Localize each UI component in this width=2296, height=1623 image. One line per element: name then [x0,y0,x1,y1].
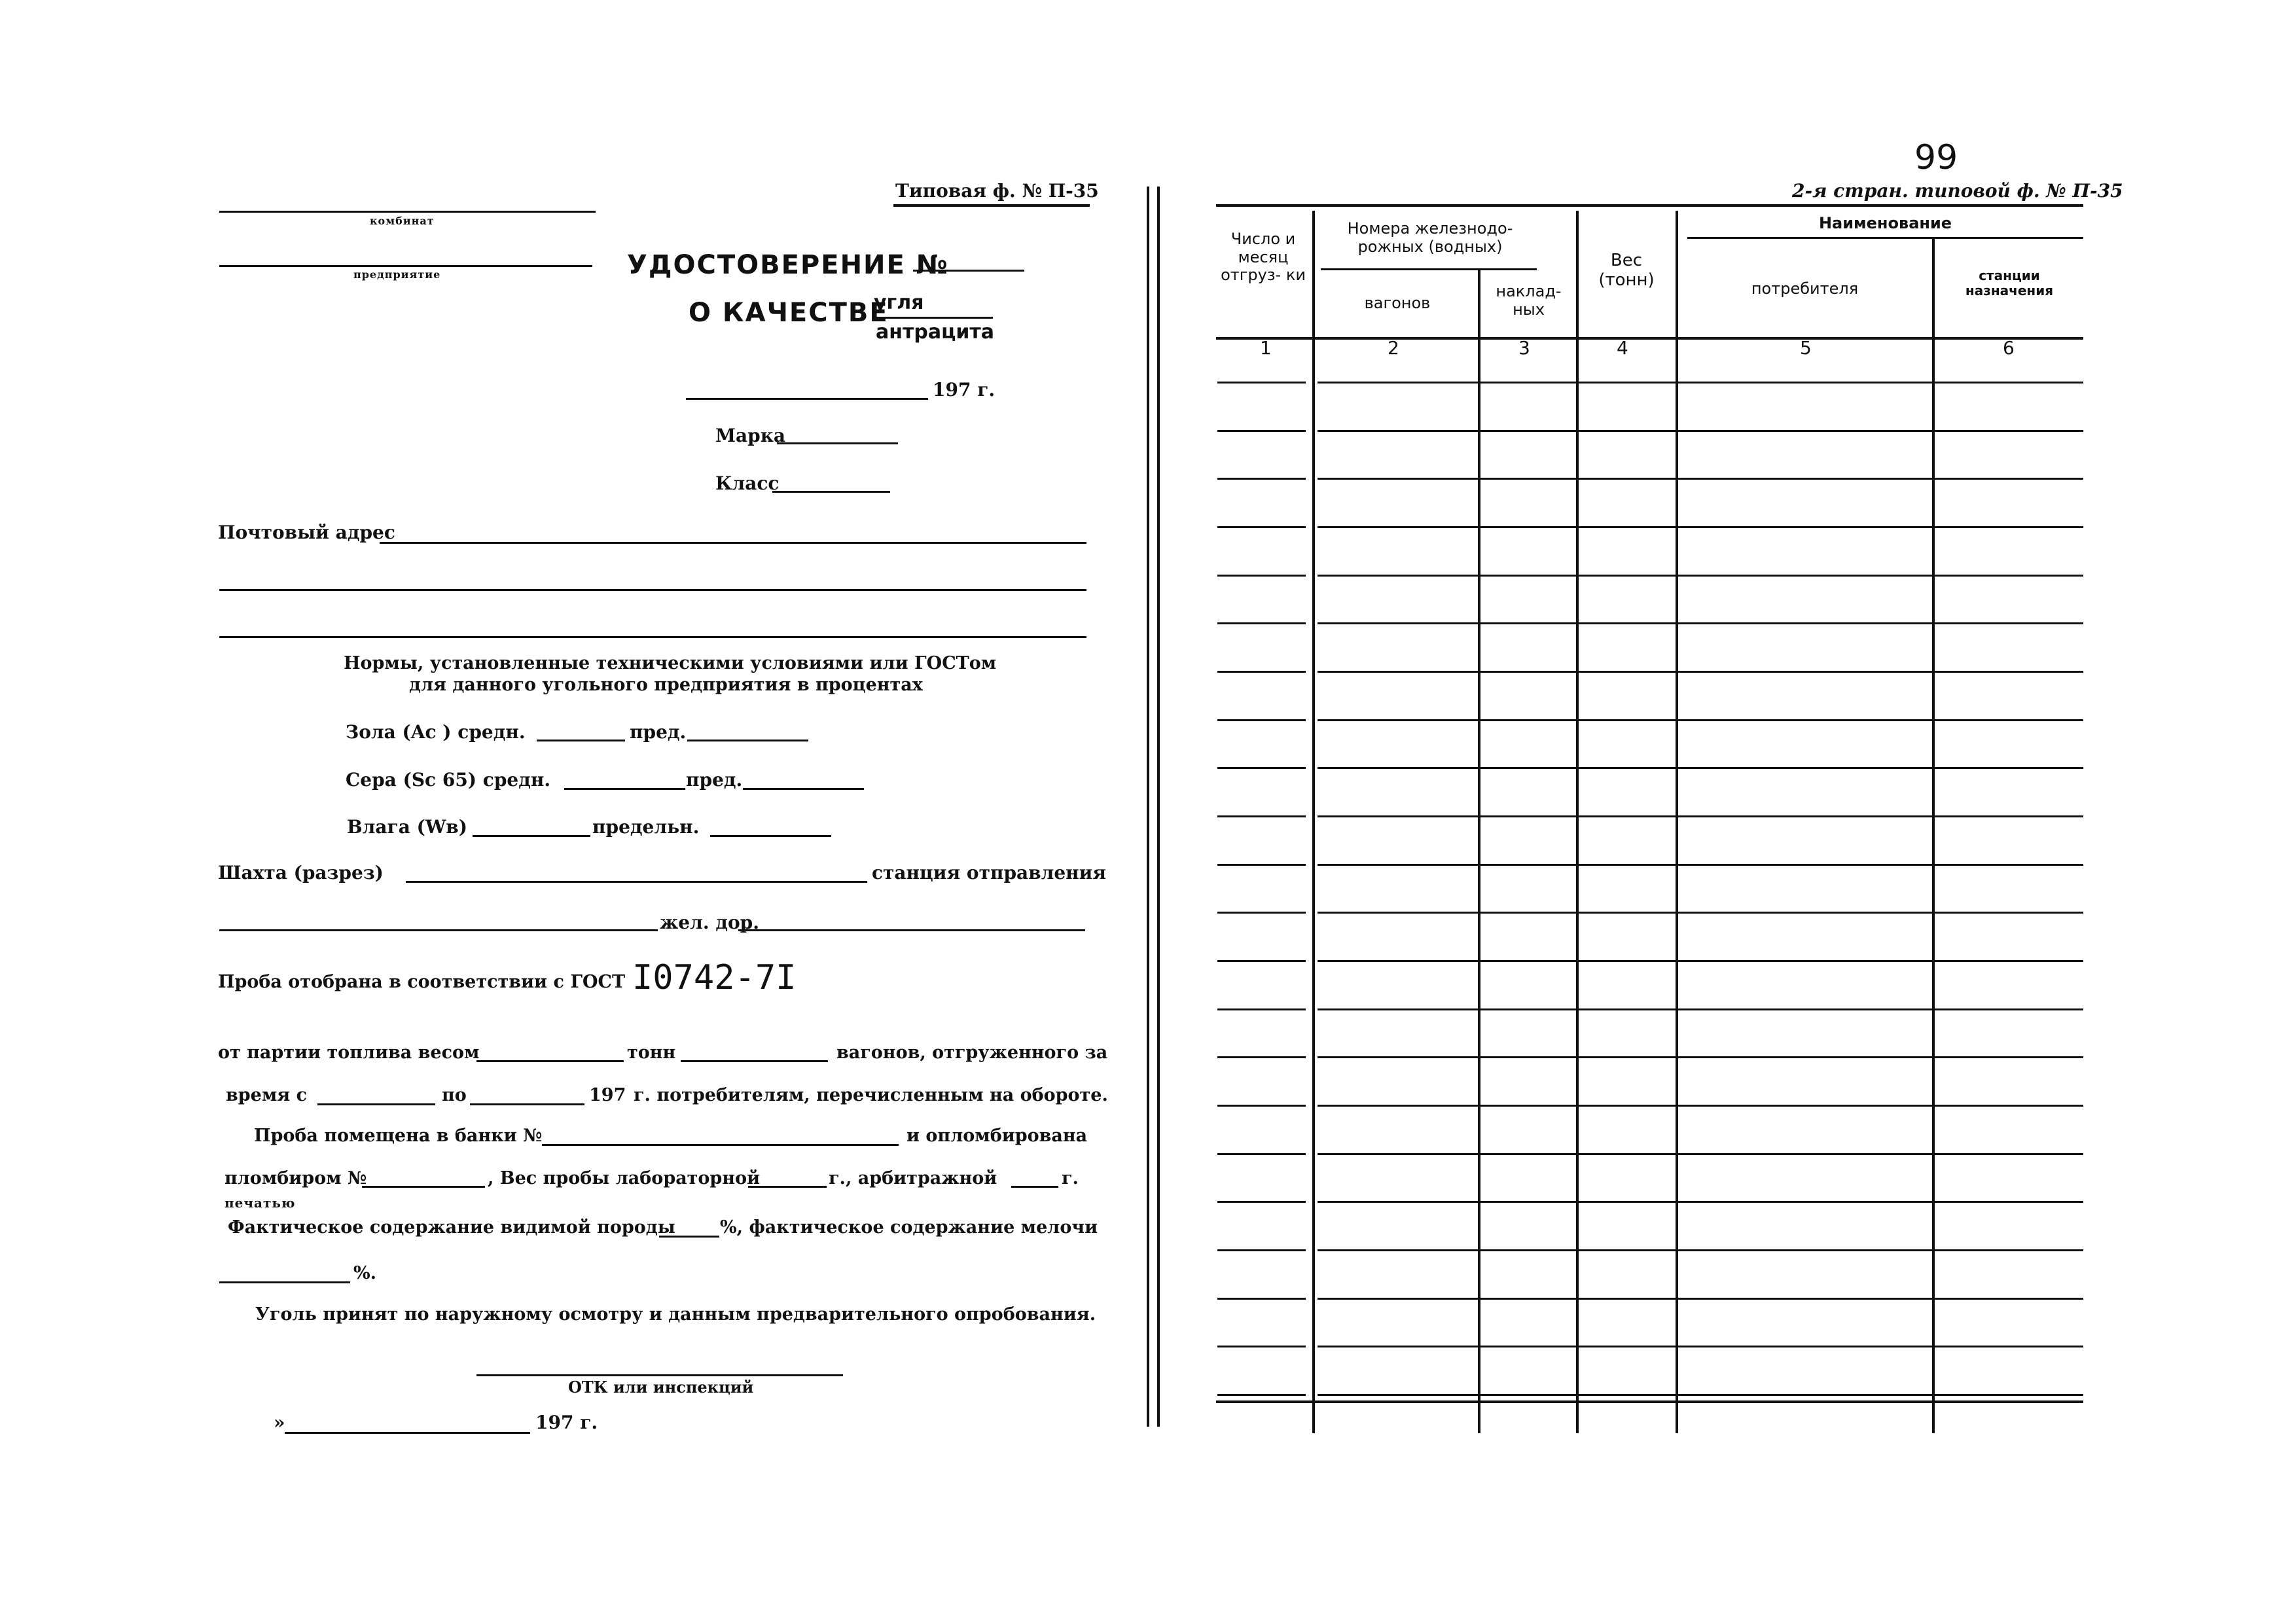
form-type-label: Типовая ф. № П-35 [895,180,1099,202]
anthracite-word: антрацита [876,321,994,344]
table-row-line [1217,960,1306,962]
wagons-label: вагонов, отгруженного за [836,1043,1108,1063]
header-potrebitelya: потребителя [1751,279,1859,298]
arbitration-g: г. [1062,1168,1079,1188]
table-row-line [1318,526,2083,528]
moisture-line-2 [710,835,831,837]
sulfur-avg-line [564,788,685,790]
col-divider-1 [1312,211,1315,1433]
column-number-1: 1 [1260,337,1272,359]
moisture-max-label: предельн. [592,816,700,838]
header-chislo: Число и месяц отгруз- ки [1221,230,1306,285]
table-row-line [1217,575,1306,577]
certificate-title: УДОСТОВЕРЕНИЕ № [627,250,949,280]
sulfur-max-label: пред. [686,769,743,791]
certificate-number-line [913,270,1024,272]
mine-label: Шахта (разрез) [218,862,384,883]
postal-address-line-2 [219,589,1086,591]
fines-content-label: %, фактическое содержание мелочи [720,1217,1098,1238]
table-row-line [1318,671,2083,673]
table-row-line [1318,864,2083,866]
table-row-line [1217,478,1306,480]
enterprise-line [219,265,592,267]
sample-label: Проба отобрана в соответствии с ГОСТ [218,972,626,992]
print-label: печатью [224,1195,296,1211]
ash-label: Зола (Aс ) средн. [346,721,526,743]
quality-title: О КАЧЕСТВЕ [689,298,889,328]
sulfur-max-line [743,788,864,790]
klass-line [772,491,890,493]
table-row-line [1217,622,1306,624]
table-row-line [1318,430,2083,432]
sealed-label: и опломбирована [906,1126,1088,1146]
table-row-line [1217,1394,1306,1396]
column-number-6: 6 [2003,337,2015,359]
departure-station-label: станция отправления [872,862,1107,883]
period-to-label: по [442,1085,467,1105]
table-row-line [1318,1346,2083,1347]
table-row-line [1318,815,2083,817]
period-from-line [317,1103,435,1105]
table-row-line [1318,478,2083,480]
table-row-line [1318,1105,2083,1107]
table-row-line [1318,1298,2083,1300]
page-number: 99 [1914,138,1958,177]
col-divider-5 [1932,237,1935,1433]
table-row-line [1318,1394,2083,1396]
gost-number: I0742-7I [632,958,797,997]
table-row-line [1318,960,2083,962]
ash-max-label: пред. [630,721,687,743]
table-row-line [1217,1249,1306,1251]
otk-label: ОТК или инспекций [568,1378,754,1397]
header-stantsii: станции назначения [1965,268,2054,298]
final-date-year: 197 г. [535,1412,598,1433]
moisture-label: Влага (Wв) [347,816,467,838]
period-to-line [470,1103,584,1105]
postal-address-line-3 [219,636,1086,638]
final-date-line [285,1432,530,1434]
wagons-count-line [681,1060,828,1062]
table-row-line [1318,912,2083,914]
date-year: 197 г. [933,379,996,401]
otk-signature-line [476,1374,843,1376]
fines-percent: %. [353,1263,377,1283]
column-number-2: 2 [1388,337,1399,359]
table-row-line [1217,815,1306,817]
table-row-line [1217,1153,1306,1155]
railway-label: жел. дор. [660,912,759,933]
right-page-caption: 2-я стран. типовой ф. № П-35 [1792,180,2123,202]
norms-line-1: Нормы, установленные техническими условиями или ГОСТом [344,653,997,673]
period-year: 197 [589,1085,626,1105]
table-row-line [1217,719,1306,721]
date-line [686,398,928,400]
column-number-3: 3 [1518,337,1530,359]
header-nakladnykh: наклад- ных [1496,282,1562,319]
coal-underline [874,317,993,319]
fines-content-line [219,1281,350,1283]
rock-content-label: Фактическое содержание видимой породы [228,1217,675,1238]
table-row-line [1217,1105,1306,1107]
moisture-line-1 [473,835,590,837]
seal-label: пломбиром № [224,1168,367,1188]
date-prefix: » [274,1412,285,1433]
table-top-border [1216,204,2083,207]
ash-avg-line [537,740,625,741]
table-row-line [1217,1298,1306,1300]
table-row-line [1318,1249,2083,1251]
norms-line-2: для данного угольного предприятия в процентах [409,675,923,695]
col-divider-2 [1478,268,1480,1433]
table-row-line [1318,622,2083,624]
marka-label: Марка [715,425,786,446]
enterprise-label: предприятие [353,268,441,281]
table-row-line [1318,1201,2083,1203]
table-row-line [1318,382,2083,383]
arbitration-label: г., арбитражной [829,1168,997,1188]
table-row-line [1318,575,2083,577]
klass-label: Класс [715,473,780,494]
postal-address-label: Почтовый адрес [218,522,395,543]
table-row-line [1217,430,1306,432]
table-row-line [1217,1008,1306,1010]
table-row-line [1217,1346,1306,1347]
form-type-rule [893,204,1090,207]
nomera-underline [1321,268,1537,270]
sample-jar-line [542,1144,899,1146]
seal-line [362,1186,485,1188]
table-row-line [1217,671,1306,673]
table-row-line [1217,1056,1306,1058]
header-ves: Вес (тонн) [1598,251,1655,290]
coal-accepted-note: Уголь принят по наружному осмотру и данным предварительного опробования. [255,1304,1096,1325]
railway-line-2 [738,929,1085,931]
railway-line-1 [219,929,658,931]
table-row-line [1318,1153,2083,1155]
batch-weight-line [476,1060,624,1062]
naimenovanie-underline [1687,237,2083,239]
ash-max-line [687,740,808,741]
kombinat-line [219,211,596,213]
binding-spine [1147,187,1160,1427]
mine-line [406,881,867,883]
table-row-line [1217,912,1306,914]
kombinat-label: комбинат [370,215,435,227]
table-row-line [1318,1056,2083,1058]
header-nomera: Номера железнодо- рожных (водных) [1347,219,1513,256]
table-row-line [1318,767,2083,769]
table-bottom-border [1216,1400,2083,1403]
sulfur-label: Сера (Sс 65) средн. [346,769,551,791]
header-bottom-border [1216,337,2083,340]
table-row-line [1217,864,1306,866]
table-row-line [1318,719,2083,721]
table-row-line [1217,382,1306,383]
header-naimenovanie: Наименование [1818,214,1952,232]
lab-sample-weight-label: , Вес пробы лабораторной [488,1168,761,1188]
period-from-label: время с [226,1085,308,1105]
table-row-line [1217,526,1306,528]
consumers-note: г. потребителям, перечисленным на обороте. [634,1085,1108,1105]
table-row-line [1318,1008,2083,1010]
column-number-5: 5 [1800,337,1812,359]
header-vagonov: вагонов [1364,294,1431,312]
batch-label: от партии топлива весом [218,1043,480,1063]
column-number-4: 4 [1617,337,1628,359]
coal-word: угля [874,291,924,314]
sample-jar-label: Проба помещена в банки № [254,1126,543,1146]
marka-line [777,442,898,444]
postal-address-line-1 [380,542,1086,544]
arbitration-line [1011,1186,1058,1188]
tons-label: тонн [627,1043,676,1063]
table-row-line [1217,767,1306,769]
lab-sample-line [748,1186,827,1188]
table-row-line [1217,1201,1306,1203]
rock-content-line [659,1236,719,1238]
